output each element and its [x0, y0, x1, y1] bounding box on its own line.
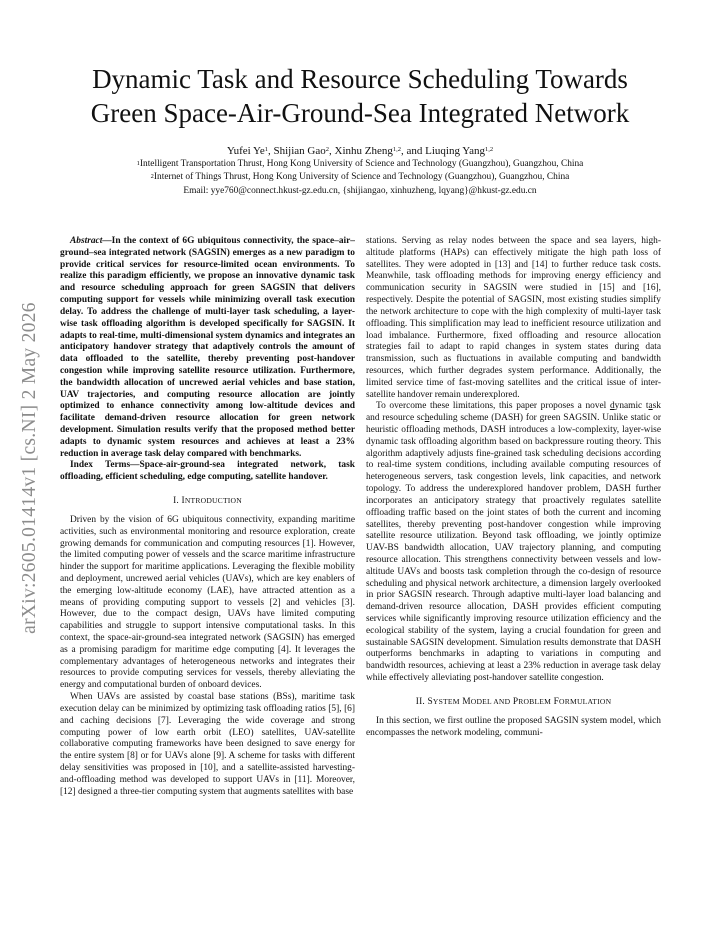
section-1-title-initial: I	[181, 496, 185, 507]
paper-title	[60, 62, 660, 130]
s2-w4-rest: ORMULATION	[559, 696, 612, 706]
s2-w2-rest: ODEL AND	[470, 696, 511, 706]
title-line-2: Green Space-Air-Ground-Sea Integrated Network	[90, 98, 630, 128]
section-2-heading	[366, 696, 661, 709]
left-column	[60, 236, 355, 798]
p4-lead: To overcome these limitations, this paper proposes a novel	[376, 401, 610, 412]
email-line: Email: yye760@connect.hkust-gz.edu.cn, {shijiangao, xinhuzheng, lqyang}@hkust-gz.edu.cn	[183, 185, 537, 196]
author-4-affil: 1,2	[485, 146, 494, 153]
right-column	[366, 236, 661, 739]
intro-paragraph-3: stations. Serving as relay nodes between the space and sea layers, high-altitude platforms (HAPs) can effectively mitigate the high path loss of satellites. They were adopted in [13] and [14] to further reduce task costs. Meanwhile, task offloading methods for improving energy efficiency and communication security in SAGSIN were studied in [15] and [16], respectively. Despite the potential of SAGSIN, most existing studies simplify the network architecture to cope with the high complexity of multi-layer task offloading. This simplification may lead to inefficient resource utilization and load imbalance. Furthermore, fixed offloading and resource allocation strategies fail to adapt to rapid changes in system states during data transmission, such as fluctuations in available computing and bandwidth resources, which further degrades system performance. Additionally, the limited service time of fast-moving satellites and the critical issue of inter-satellite handover remain underexplored.	[366, 236, 661, 400]
affiliation-2-mark: 2	[150, 173, 154, 181]
affiliation-2	[40, 171, 680, 184]
section-1-heading	[60, 495, 355, 508]
p4-seg-c: eduling scheme (DASH) for green SAGSIN. Unlike static or heuristic offloading methods, DASH introduces a low-complexity, layer-wise dynamic task offloading algorithm based on backpressure routing theory. This algorithm adaptively adjusts fine-grained task scheduling decisions according to real-time system conditions, including available computing resources of heterogeneous servers, task congestion levels, link capacities, and network topology. To address the underexplored handover problem, DASH further incorporates an anticipatory strategy that proactively regulates satellite offloading traffic based on the joint states of both the current and incoming satellites, thereby preventing post-handover congestion while improving satellite resource utilization. Beyond task offloading, we jointly optimize UAV-BS bandwidth allocation, UAV trajectory planning, and computing resource allocation. This strengthens connectivity between vessels and low-altitude UAVs and boosts task completion through the co-design of resource scheduling and physical network architecture, a dimension largely overlooked in prior SAGSIN research. Through adaptive multi-layer load balancing and demand-driven resource allocation, DASH provides efficient computing services while significantly improving resource utilization efficiency and the ecological stability of the system, laying a crucial foundation for green and sustainable SAGSIN development. Simulation results demonstrate that DASH outperforms benchmarks in adapting to variations in computing and bandwidth resources, achieving at least a 23% reduction in average task delay while effectively alleviating post-handover satellite congestion.	[366, 413, 661, 684]
section-2-paragraph-1: In this section, we first outline the proposed SAGSIN system model, which encompasses the network modeling, communi-	[366, 715, 661, 738]
p4-acronym-h: h	[424, 413, 430, 424]
author-1-affil: 1	[264, 146, 268, 153]
affiliation-2-text: Internet of Things Thrust, Hong Kong University of Science and Technology (Guangzhou), Guangzhou, China	[153, 172, 570, 183]
author-4: , and Liuqing Yang	[400, 145, 486, 157]
author-2-affil: 2	[325, 146, 329, 153]
affiliation-1-mark: 1	[136, 160, 140, 167]
s2-w2-initial: M	[462, 696, 471, 707]
intro-paragraph-1: Driven by the vision of 6G ubiquitous connectivity, expanding maritime activities, such as environmental monitoring and resource exploration, create growing demands for communication and computing resources [1]. However, the limited computing power of vessels and the scarce maritime infrastructure hinder the support for maritime applications. Leveraging the flexible mobility and deployment, uncrewed aerial vehicles (UAVs), which are key enablers of the emerging low-altitude economy (LAE), have attracted attention as a means of providing computing support to vessels [2] and vehicles [3]. However, due to the compact design, UAVs have limited computing capabilities and struggle to support intensive computational tasks. In this context, the space-air-ground-sea integrated network (SAGSIN) has emerged as a promising paradigm for maritime edge computing [4]. It leverages the complementary advantages of heterogeneous networks and integrates their resources to provide computing services for vessels, thereby alleviating the energy and computational burden of onboard devices.	[60, 514, 355, 691]
s2-w3-initial: P	[512, 696, 519, 707]
p4-seg-b: sk and resource sc	[366, 401, 661, 424]
author-3-affil: 1,2	[392, 146, 401, 153]
author-list	[60, 144, 660, 158]
p4-seg-a: ynamic t	[614, 401, 649, 412]
author-2: , Shijian Gao	[268, 145, 326, 157]
abstract-label: Abstract	[70, 236, 103, 246]
affiliation-1-text: Intelligent Transportation Thrust, Hong Kong University of Science and Technology (Guangzhou), Guangzhou, China	[139, 159, 584, 169]
section-2-numeral: II.	[415, 696, 425, 707]
arxiv-sidebar-stamp	[4, 268, 56, 668]
p4-acronym-a: a	[648, 401, 653, 412]
abstract	[60, 236, 355, 460]
index-terms	[60, 460, 355, 484]
abstract-text: —In the context of 6G ubiquitous connectivity, the space–air–ground–sea integrated network (SAGSIN) emerges as a new paradigm to provide critical services for resource-limited ocean environments. To realize this paradigm efficiently, we propose an innovative dynamic task and resource scheduling approach for green SAGSIN that delivers computing support for vessels while minimizing overall task execution delay. To address the challenge of multi-layer task scheduling, a layer-wise task offloading algorithm is developed specifically for SAGSIN. It adapts to real-time, multi-dimensional system dynamics and integrates an anticipatory handover strategy that adaptively controls the amount of data offloaded to the satellite, thereby preventing post-handover congestion while improving satellite resource utilization. Furthermore, the bandwidth allocation of uncrewed aerial vehicles and base station, UAV trajectories, and computing resource allocation are jointly optimized to enhance connectivity among low-altitude devices and facilitate demand-driven resource allocation for green network development. Simulation results verify that the proposed method better adapts to dynamic system resources and achieves at least a 23% reduction in average task delay compared with benchmarks.	[60, 236, 355, 459]
author-3: , Xinhu Zheng	[329, 145, 393, 157]
arxiv-identifier: arXiv:2605.01414v1 [cs.NI] 2 May 2026	[19, 302, 40, 634]
s2-w3-rest: ROBLEM	[518, 696, 552, 706]
affiliation-1	[40, 158, 680, 171]
index-terms-text: —Space-air-ground-sea integrated network, task offloading, efficient scheduling, edge computing, satellite handover.	[60, 460, 355, 483]
intro-paragraph-4	[366, 401, 661, 685]
affiliations	[40, 158, 680, 198]
index-terms-label: Index Terms	[70, 460, 131, 471]
s2-w1-rest: YSTEM	[432, 696, 460, 706]
section-1-numeral: I.	[173, 496, 179, 507]
s2-w1-initial: S	[427, 696, 433, 707]
section-1-title-rest: NTRODUCTION	[184, 496, 242, 506]
intro-paragraph-2: When UAVs are assisted by coastal base stations (BSs), maritime task execution delay can be minimized by optimizing task offloading ratios [5], [6] and caching decisions [7]. Leveraging the wide coverage and strong computing power of low earth orbit (LEO) satellites, UAV-satellite collaborative computing frameworks have been designed to save energy for the entire system [8] or for UAVs alone [9]. A scheme for tasks with different delay sensitivities was proposed in [10], and a satellite-assisted harvesting-and-offloading method was developed to support UAVs in [11]. Moreover, [12] designed a three-tier computing system that augments satellites with base	[60, 692, 355, 797]
author-1: Yufei Ye	[226, 145, 265, 157]
p4-acronym-d: d	[609, 401, 615, 412]
s2-w4-initial: F	[553, 696, 560, 707]
title-line-1: Dynamic Task and Resource Scheduling Towards	[92, 64, 628, 94]
